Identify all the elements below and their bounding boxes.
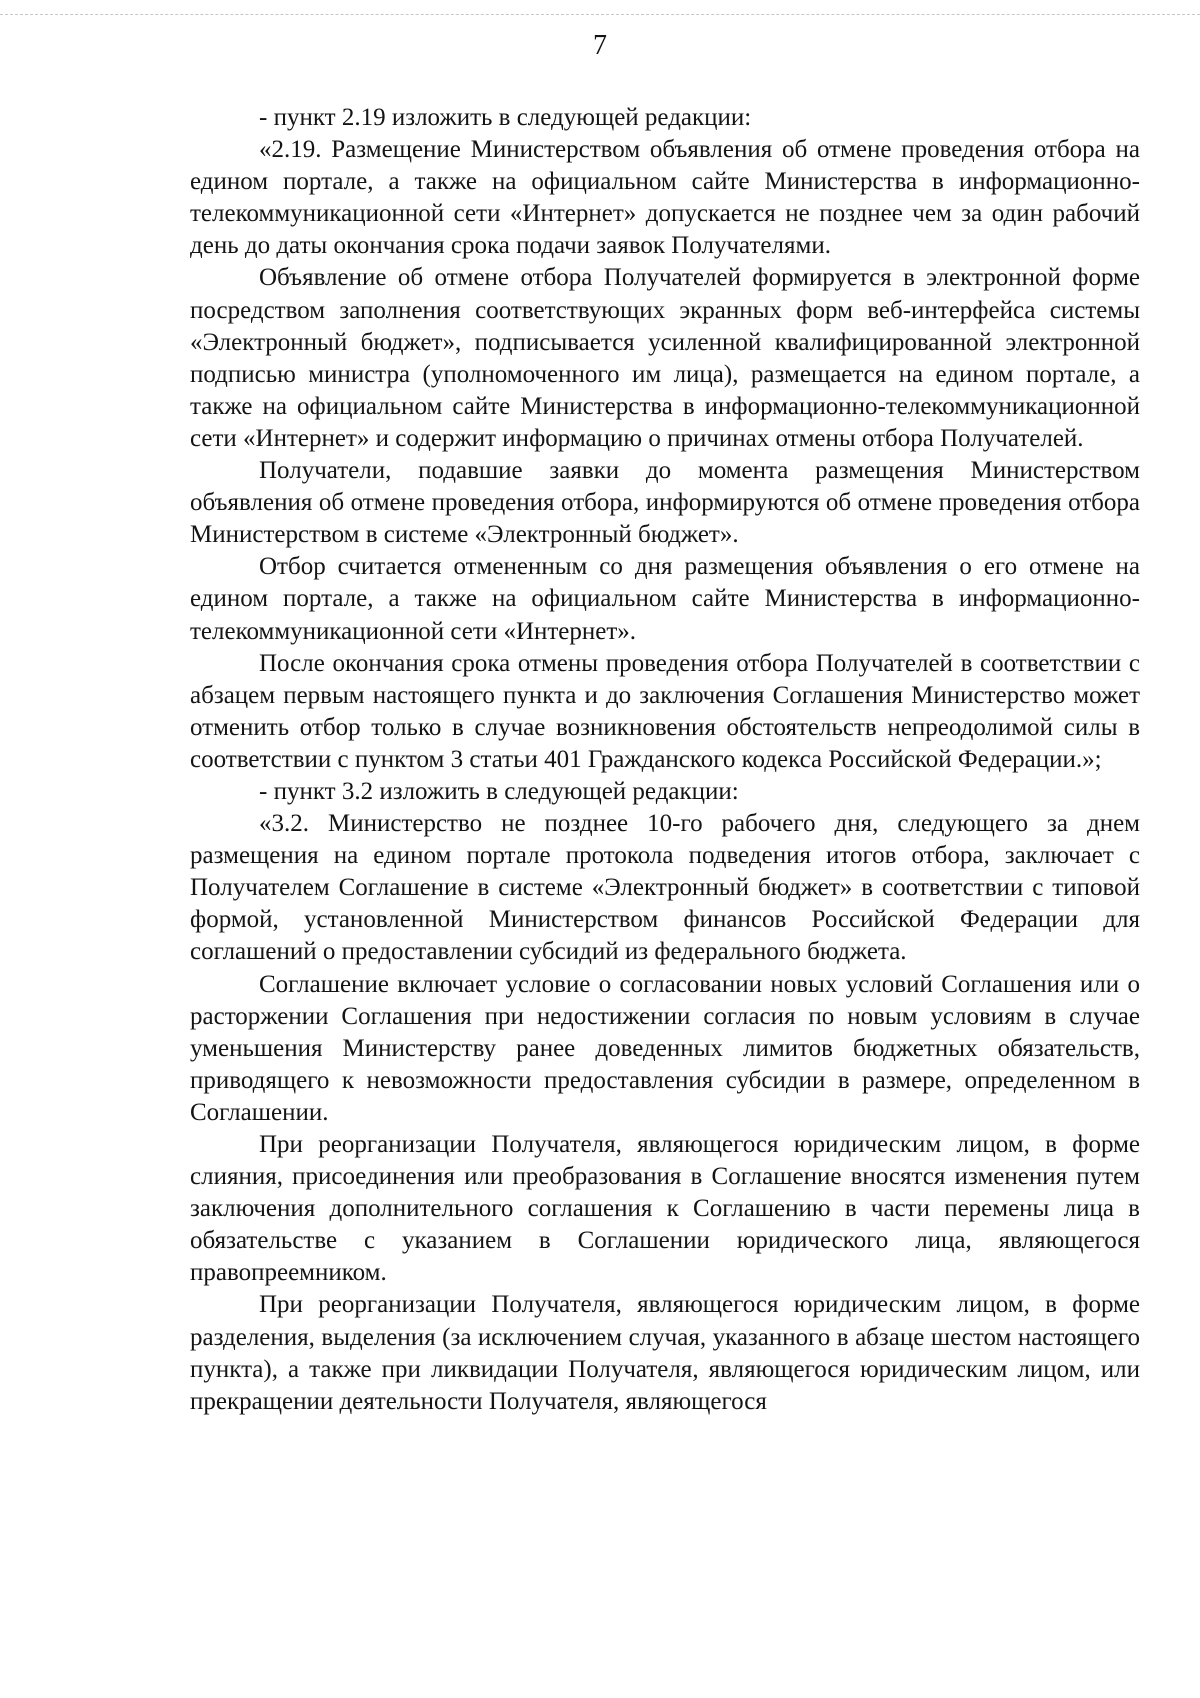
paragraph-applicants-informed: Получатели, подавшие заявки до момента размещения Министерством объявления об отмене проведения отбора, информируются об отмене проведения отбора Министерством в системе «Электронный бюджет».	[190, 457, 1140, 549]
paragraph-cancellation-announcement: Объявление об отмене отбора Получателей формируется в электронной форме посредством заполнения соответствующих экранных форм веб-интерфейса системы «Электронный бюджет», подписывается усиленной квалифицированной электронной подписью министра (уполномоченного им лица), размещается на едином портале, а также на официальном сайте Министерства в информационно-телекоммуникационной сети «Интернет» и содержит информацию о причинах отмены отбора Получателей.	[190, 264, 1140, 452]
scan-top-edge	[0, 14, 1200, 15]
paragraph-item-2-19-intro: - пункт 2.19 изложить в следующей редакции:	[259, 104, 752, 131]
paragraph-item-3-2-text: «3.2. Министерство не позднее 10-го рабочего дня, следующего за днем размещения на едином портале протокола подведения итогов отбора, заключает с Получателем Соглашение в системе «Электронный бюджет» в соответствии с типовой формой, установленной Министерством финансов Российской Федерации для соглашений о предоставлении субсидий из федерального бюджета.	[190, 810, 1140, 966]
paragraph-item-2-19-text: «2.19. Размещение Министерством объявления об отмене проведения отбора на едином портале, а также на официальном сайте Министерства в информационно-телекоммуникационной сети «Интернет» допускается не позднее чем за один рабочий день до даты окончания срока подачи заявок Получателями.	[190, 136, 1140, 260]
paragraph-reorganization-division: При реорганизации Получателя, являющегося юридическим лицом, в форме разделения, выделения (за исключением случая, указанного в абзаце шестом настоящего пункта), а также при ликвидации Получателя, являющегося юридическим лицом, или прекращении деятельности Получателя, являющегося	[190, 1291, 1140, 1415]
paragraph-agreement-conditions: Соглашение включает условие о согласовании новых условий Соглашения или о расторжении Соглашения при недостижении согласия по новым условиям в случае уменьшения Министерству ранее доведенных лимитов бюджетных обязательств, приводящего к невозможности предоставления субсидии в размере, определенном в Соглашении.	[190, 970, 1140, 1126]
paragraph-selection-cancelled: Отбор считается отмененным со дня размещения объявления о его отмене на едином портале, а также на официальном сайте Министерства в информационно-телекоммуникационной сети «Интернет».	[190, 553, 1140, 645]
paragraph-reorganization-merger: При реорганизации Получателя, являющегося юридическим лицом, в форме слияния, присоединения или преобразования в Соглашение вносятся изменения путем заключения дополнительного соглашения к Соглашению в части перемены лица в обязательстве с указанием в Соглашении юридического лица, являющегося правопреемником.	[190, 1131, 1140, 1287]
document-body	[190, 102, 1140, 1418]
page-number: 7	[593, 30, 607, 61]
paragraph-item-3-2-intro: - пункт 3.2 изложить в следующей редакции:	[259, 777, 739, 805]
paragraph-force-majeure: После окончания срока отмены проведения отбора Получателей в соответствии с абзацем первым настоящего пункта и до заключения Соглашения Министерство может отменить отбор только в случае возникновения обстоятельств непреодолимой силы в соответствии с пунктом 3 статьи 401 Гражданского кодекса Российской Федерации.»;	[190, 649, 1140, 773]
